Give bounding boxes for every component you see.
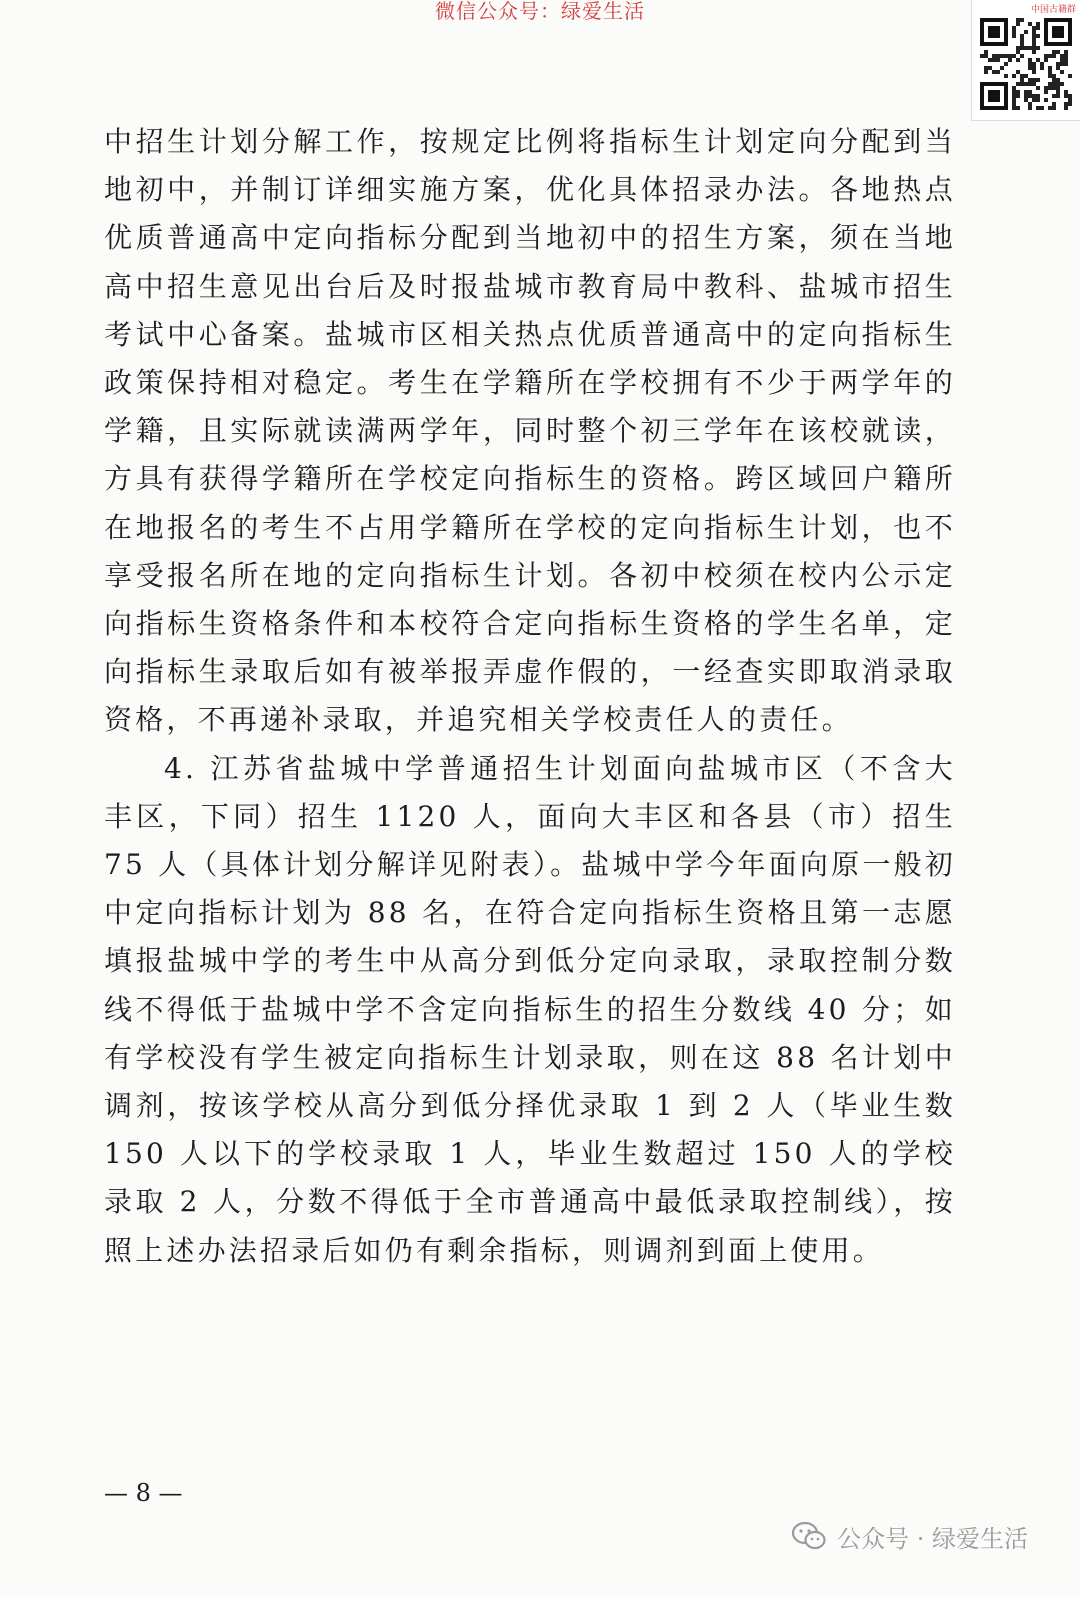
qr-code-image: [971, 0, 1080, 121]
wechat-icon: [791, 1521, 827, 1551]
document-body: [104, 118, 969, 1275]
qr-label: 中国古籍群: [1030, 5, 1076, 15]
top-watermark: 微信公众号：绿爱生活: [435, 0, 645, 23]
paragraph-2: 4. 江苏省盐城中学普通招生计划面向盐城市区（不含大丰区，下同）招生 1120 人，面向大丰区和各县（市）招生 75 人（具体计划分解详见附表）。盐城中学今年面向原一般初中定向指标计划为 88 名，在符合定向指标生资格且第一志愿填报盐城中学的考生中从高分到低分定向录取，录取控制分数线不得低于盐城中学不含定向指标生的招生分数线 40 分；如有学校没有学生被定向指标生计划录取，则在这 88 名计划中调剂，按该学校从高分到低分择优录取 1 到 2 人（毕业生数 150 人以下的学校录取 1 人，毕业生数超过 150 人的学校录取 2 人，分数不得低于全市普通高中最低录取控制线），按照上述办法招录后如仍有剩余指标，则调剂到面上使用。: [104, 751, 969, 1267]
page-number: — 8 —: [104, 1479, 183, 1507]
qr-code-icon: [980, 18, 1072, 110]
bottom-watermark: [791, 1518, 1028, 1554]
bottom-watermark-text: 公众号 · 绿爱生活: [837, 1524, 1028, 1553]
paragraph-1: 中招生计划分解工作，按规定比例将指标生计划定向分配到当地初中，并制订详细实施方案，优化具体招录办法。各地热点优质普通高中定向指标分配到当地初中的招生方案，须在当地高中招生意见出台后及时报盐城市教育局中教科、盐城市招生考试中心备案。盐城市区相关热点优质普通高中的定向指标生政策保持相对稳定。考生在学籍所在学校拥有不少于两学年的学籍，且实际就读满两学年，同时整个初三学年在该校就读，方具有获得学籍所在学校定向指标生的资格。跨区域回户籍所在地报名的考生不占用学籍所在学校的定向指标生计划，也不享受报名所在地的定向指标生计划。各初中校须在校内公示定向指标生资格条件和本校符合定向指标生资格的学生名单，定向指标生录取后如有被举报弄虚作假的，一经查实即取消录取资格，不再递补录取，并追究相关学校责任人的责任。: [104, 125, 956, 737]
